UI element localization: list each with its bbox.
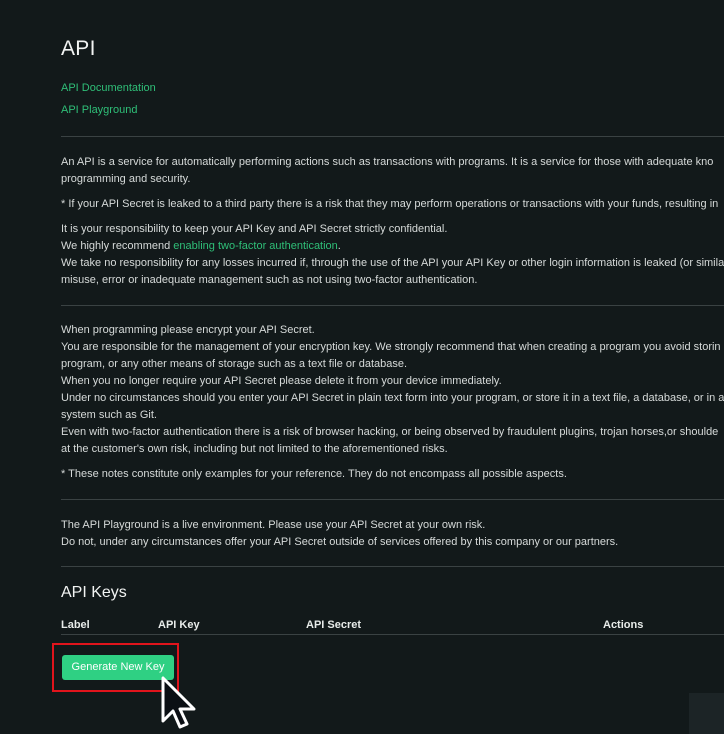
column-header-api-secret: API Secret [306,619,362,631]
divider [61,305,724,306]
generate-new-key-button[interactable]: Generate New Key [62,655,174,680]
responsibility-text: It is your responsibility to keep your API Key and API Secret strictly confidential. [61,223,448,235]
page-title: API [61,37,96,60]
liability-text-line: misuse, error or inadequate management such as not using two-factor authentication. [61,274,478,286]
recommend-prefix: We highly recommend [61,240,174,252]
mouse-cursor-icon [160,676,200,734]
encryption-text-line: Even with two-factor authentication there is a risk of browser hacking, or being observed by fraudulent plugins, trojan horses,or shoulde [61,426,719,438]
playground-text-line: The API Playground is a live environment. Please use your API Secret at your own risk. [61,519,486,531]
leak-warning-text: * If your API Secret is leaked to a third party there is a risk that they may perform operations or transactions with your funds, resulting in [61,198,719,210]
encryption-text-line: You are responsible for the management of your encryption key. We strongly recommend that when creating a program you avoid storin [61,341,721,353]
divider [61,499,724,500]
recommend-text [61,238,724,255]
notes-disclaimer: * These notes constitute only examples for your reference. They do not encompass all possible aspects. [61,468,567,480]
encryption-text-line: When programming please encrypt your API Secret. [61,324,315,336]
column-header-actions: Actions [603,619,644,631]
intro-text-line: An API is a service for automatically performing actions such as transactions with programs. It is a service for those with adequate kno [61,156,714,168]
recommend-suffix: . [337,240,341,252]
encryption-text-line: Under no circumstances should you enter your API Secret in plain text form into your program, or store it in a text file, a database, or in a [61,392,724,404]
corner-widget[interactable] [689,693,724,734]
encryption-text-line: program, or any other means of storage such as a text file or database. [61,358,408,370]
divider [61,136,724,137]
encryption-text-line: system such as Git. [61,409,157,421]
liability-text-line: We take no responsibility for any losses incurred if, through the use of the API your API Key or other login information is leaked (or simila [61,257,724,269]
intro-text-line: programming and security. [61,173,191,185]
api-documentation-link[interactable]: API Documentation [61,82,156,94]
divider [61,566,724,567]
encryption-text-line: When you no longer require your API Secret please delete it from your device immediately. [61,375,502,387]
two-factor-link[interactable]: enabling two-factor authentication [173,240,338,252]
playground-text-line: Do not, under any circumstances offer your API Secret outside of services offered by this company or our partners. [61,536,619,548]
api-playground-link[interactable]: API Playground [61,104,138,116]
encryption-text-line: at the customer's own risk, including but not limited to the aforementioned risks. [61,443,448,455]
column-header-label: Label [61,619,90,631]
api-keys-title: API Keys [61,584,127,601]
table-header-divider [61,634,724,635]
column-header-api-key: API Key [158,619,200,631]
